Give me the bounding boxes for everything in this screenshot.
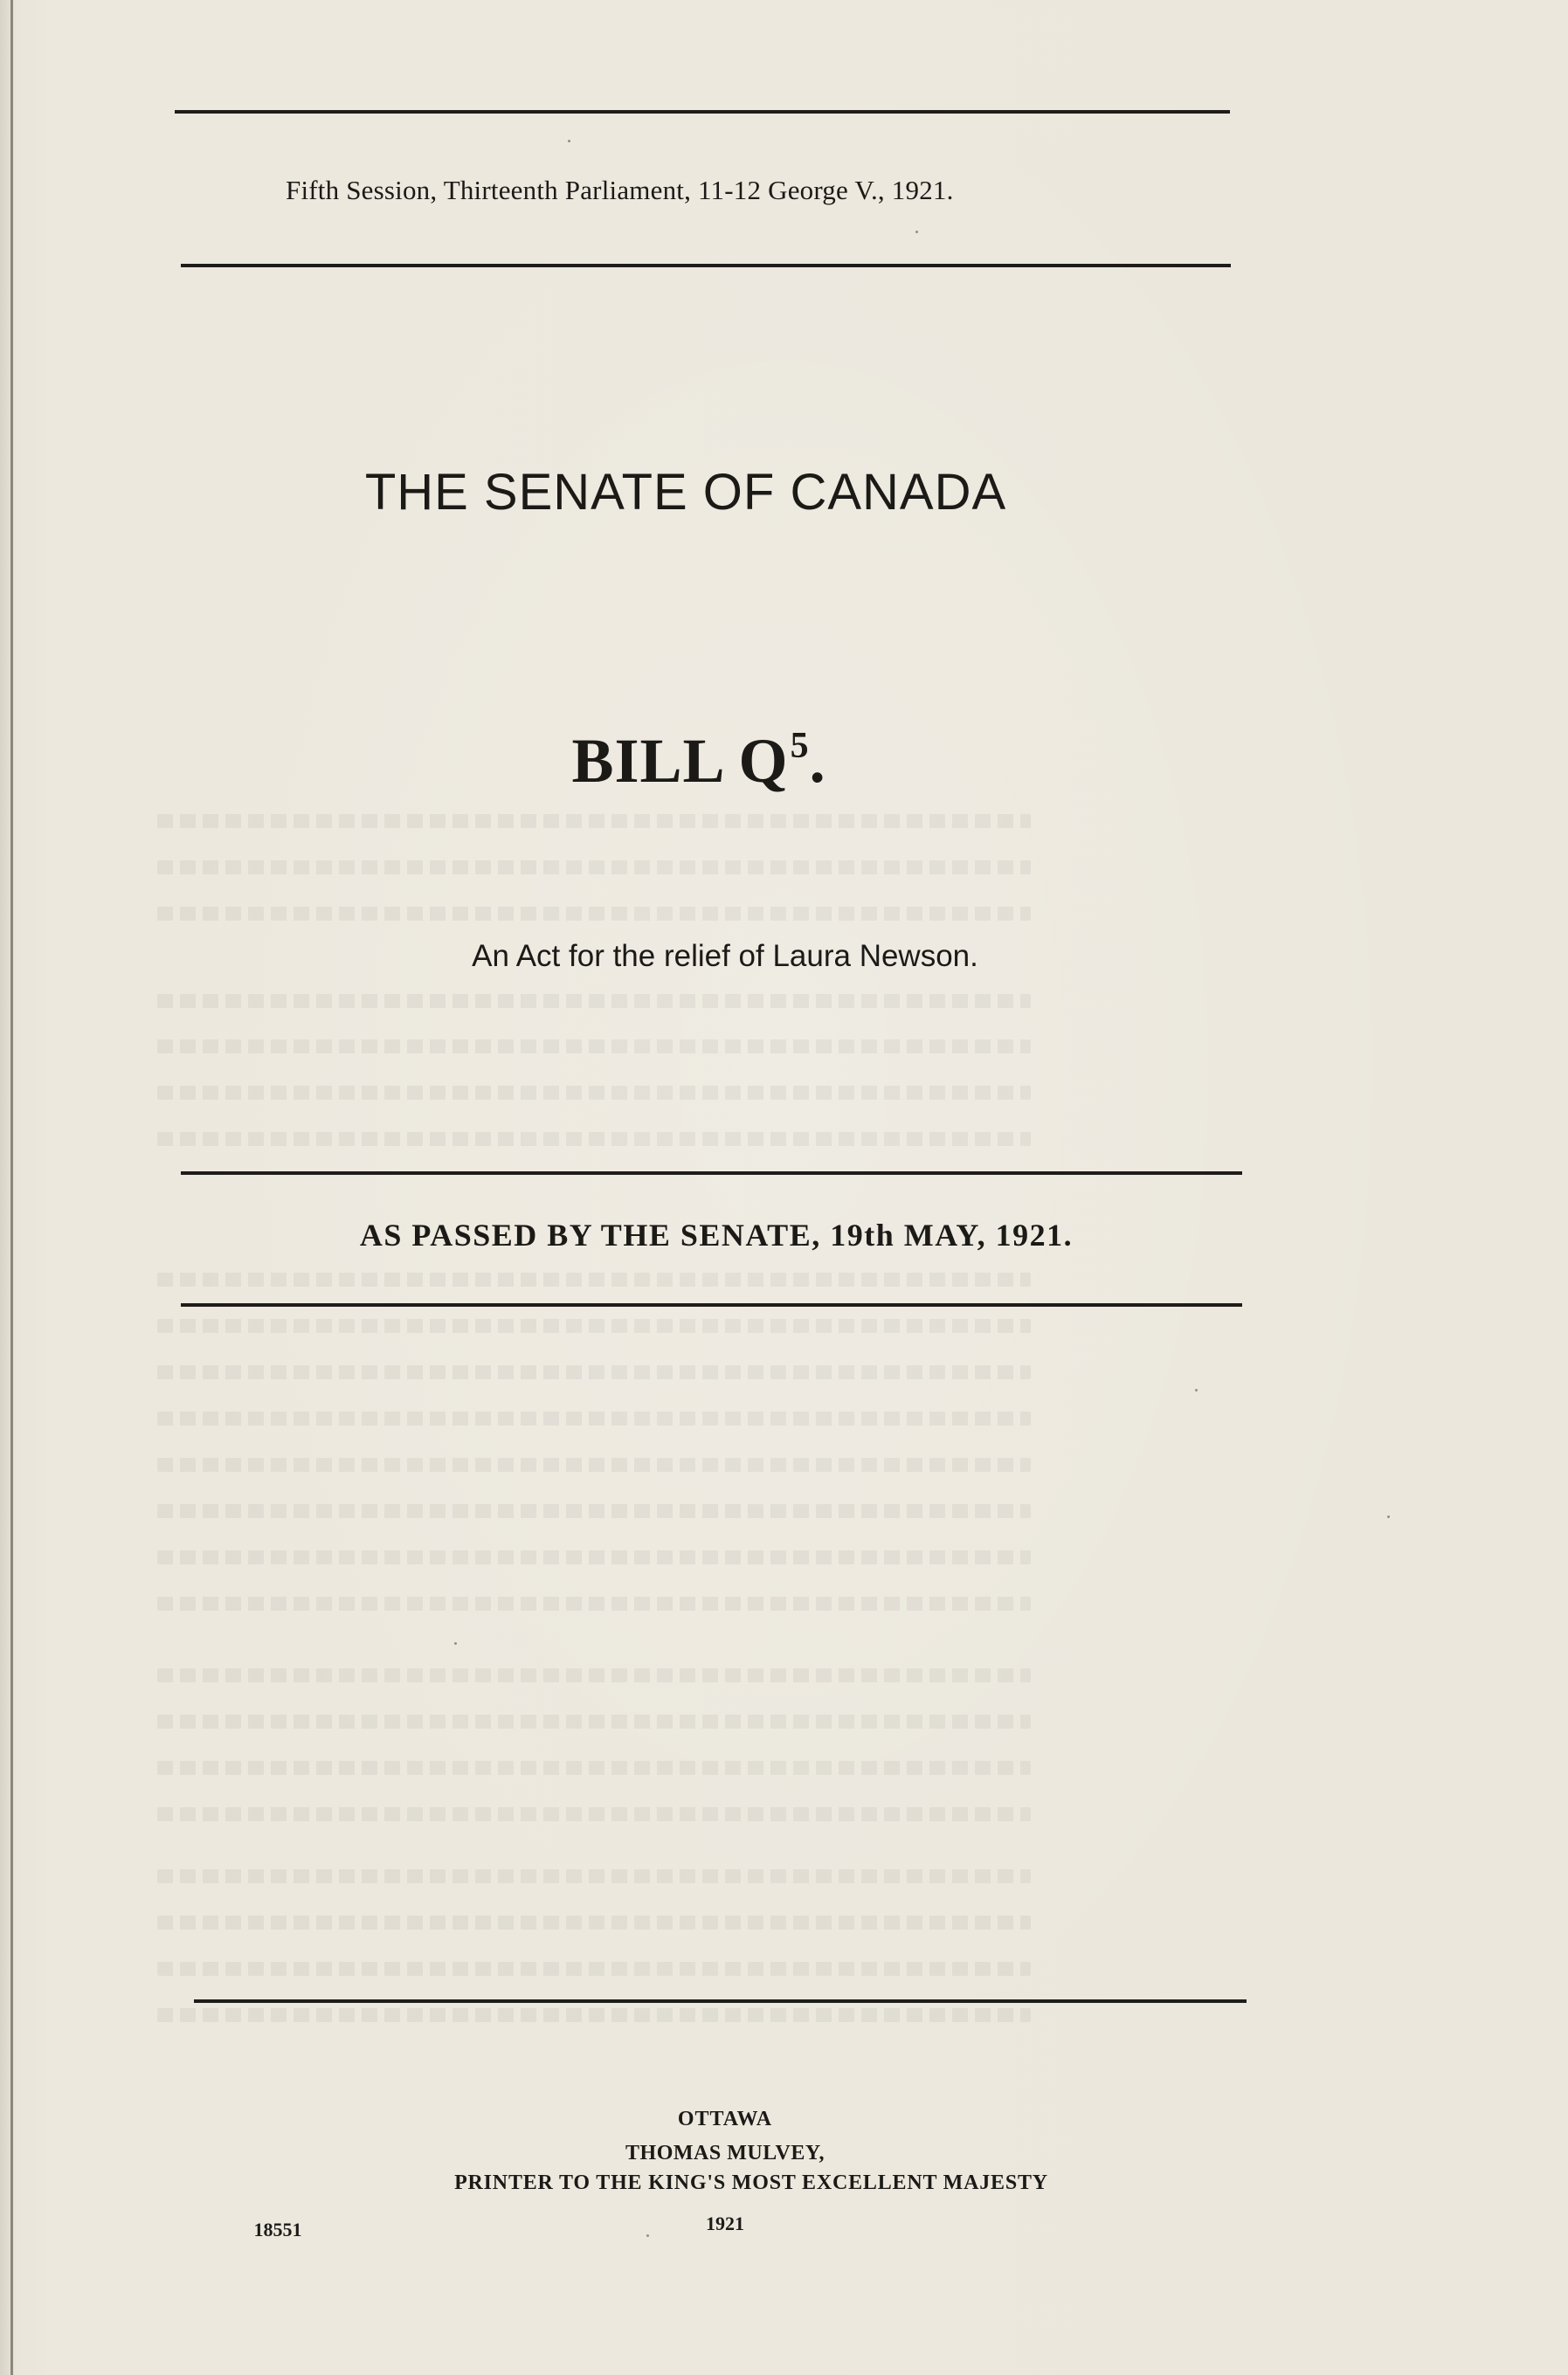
show-through-line	[157, 1132, 1031, 1146]
imprint-year: 1921	[706, 2213, 744, 2234]
status-rule-top	[181, 1171, 1242, 1175]
show-through-line	[157, 1504, 1031, 1518]
show-through-line	[157, 907, 1031, 921]
act-title: An Act for the relief of Laura Newson.	[472, 939, 978, 973]
session-rule	[181, 264, 1231, 267]
print-number: 18551	[253, 2219, 302, 2240]
show-through-line	[157, 1273, 1031, 1287]
imprint-city: OTTAWA	[677, 2108, 773, 2130]
imprint-printer: THOMAS MULVEY,	[625, 2142, 825, 2164]
status-rule-bottom	[181, 1303, 1242, 1307]
show-through-line	[157, 1550, 1031, 1564]
show-through-line	[157, 1715, 1031, 1729]
show-through-line	[157, 1597, 1031, 1611]
show-through-line	[157, 814, 1031, 828]
show-through-line	[157, 1668, 1031, 1682]
show-through-line	[157, 994, 1031, 1008]
bill-suffix: .	[809, 726, 826, 796]
chamber-heading: THE SENATE OF CANADA	[364, 464, 1007, 521]
bill-prefix: BILL Q	[571, 726, 789, 796]
paper-speck	[1195, 1389, 1198, 1391]
bill-number	[489, 725, 908, 797]
paper-speck	[646, 2234, 649, 2237]
imprint-printer-title: PRINTER TO THE KING'S MOST EXCELLENT MAJESTY	[454, 2171, 1048, 2194]
show-through-line	[157, 1962, 1031, 1976]
session-line: Fifth Session, Thirteenth Parliament, 11-12 George V., 1921.	[286, 175, 954, 205]
show-through-line	[157, 1807, 1031, 1821]
bill-superscript: 5	[790, 726, 810, 766]
show-through-line	[157, 1086, 1031, 1100]
show-through-line	[157, 860, 1031, 874]
show-through-line	[157, 1869, 1031, 1883]
show-through-line	[157, 1319, 1031, 1333]
show-through-line	[157, 1412, 1031, 1426]
paper-speck	[915, 231, 918, 233]
passage-status: AS PASSED BY THE SENATE, 19th MAY, 1921.	[359, 1218, 1074, 1253]
paper-speck	[568, 140, 570, 142]
paper-speck	[1387, 1515, 1390, 1518]
show-through-line	[157, 1458, 1031, 1472]
binding-edge-line	[10, 0, 13, 2375]
show-through-line	[157, 1039, 1031, 1053]
show-through-line	[157, 1916, 1031, 1930]
show-through-line	[157, 1365, 1031, 1379]
top-rule	[175, 110, 1230, 114]
show-through-line	[157, 1761, 1031, 1775]
paper-speck	[454, 1642, 457, 1645]
show-through-line	[157, 2008, 1031, 2022]
imprint-rule	[194, 1999, 1247, 2003]
